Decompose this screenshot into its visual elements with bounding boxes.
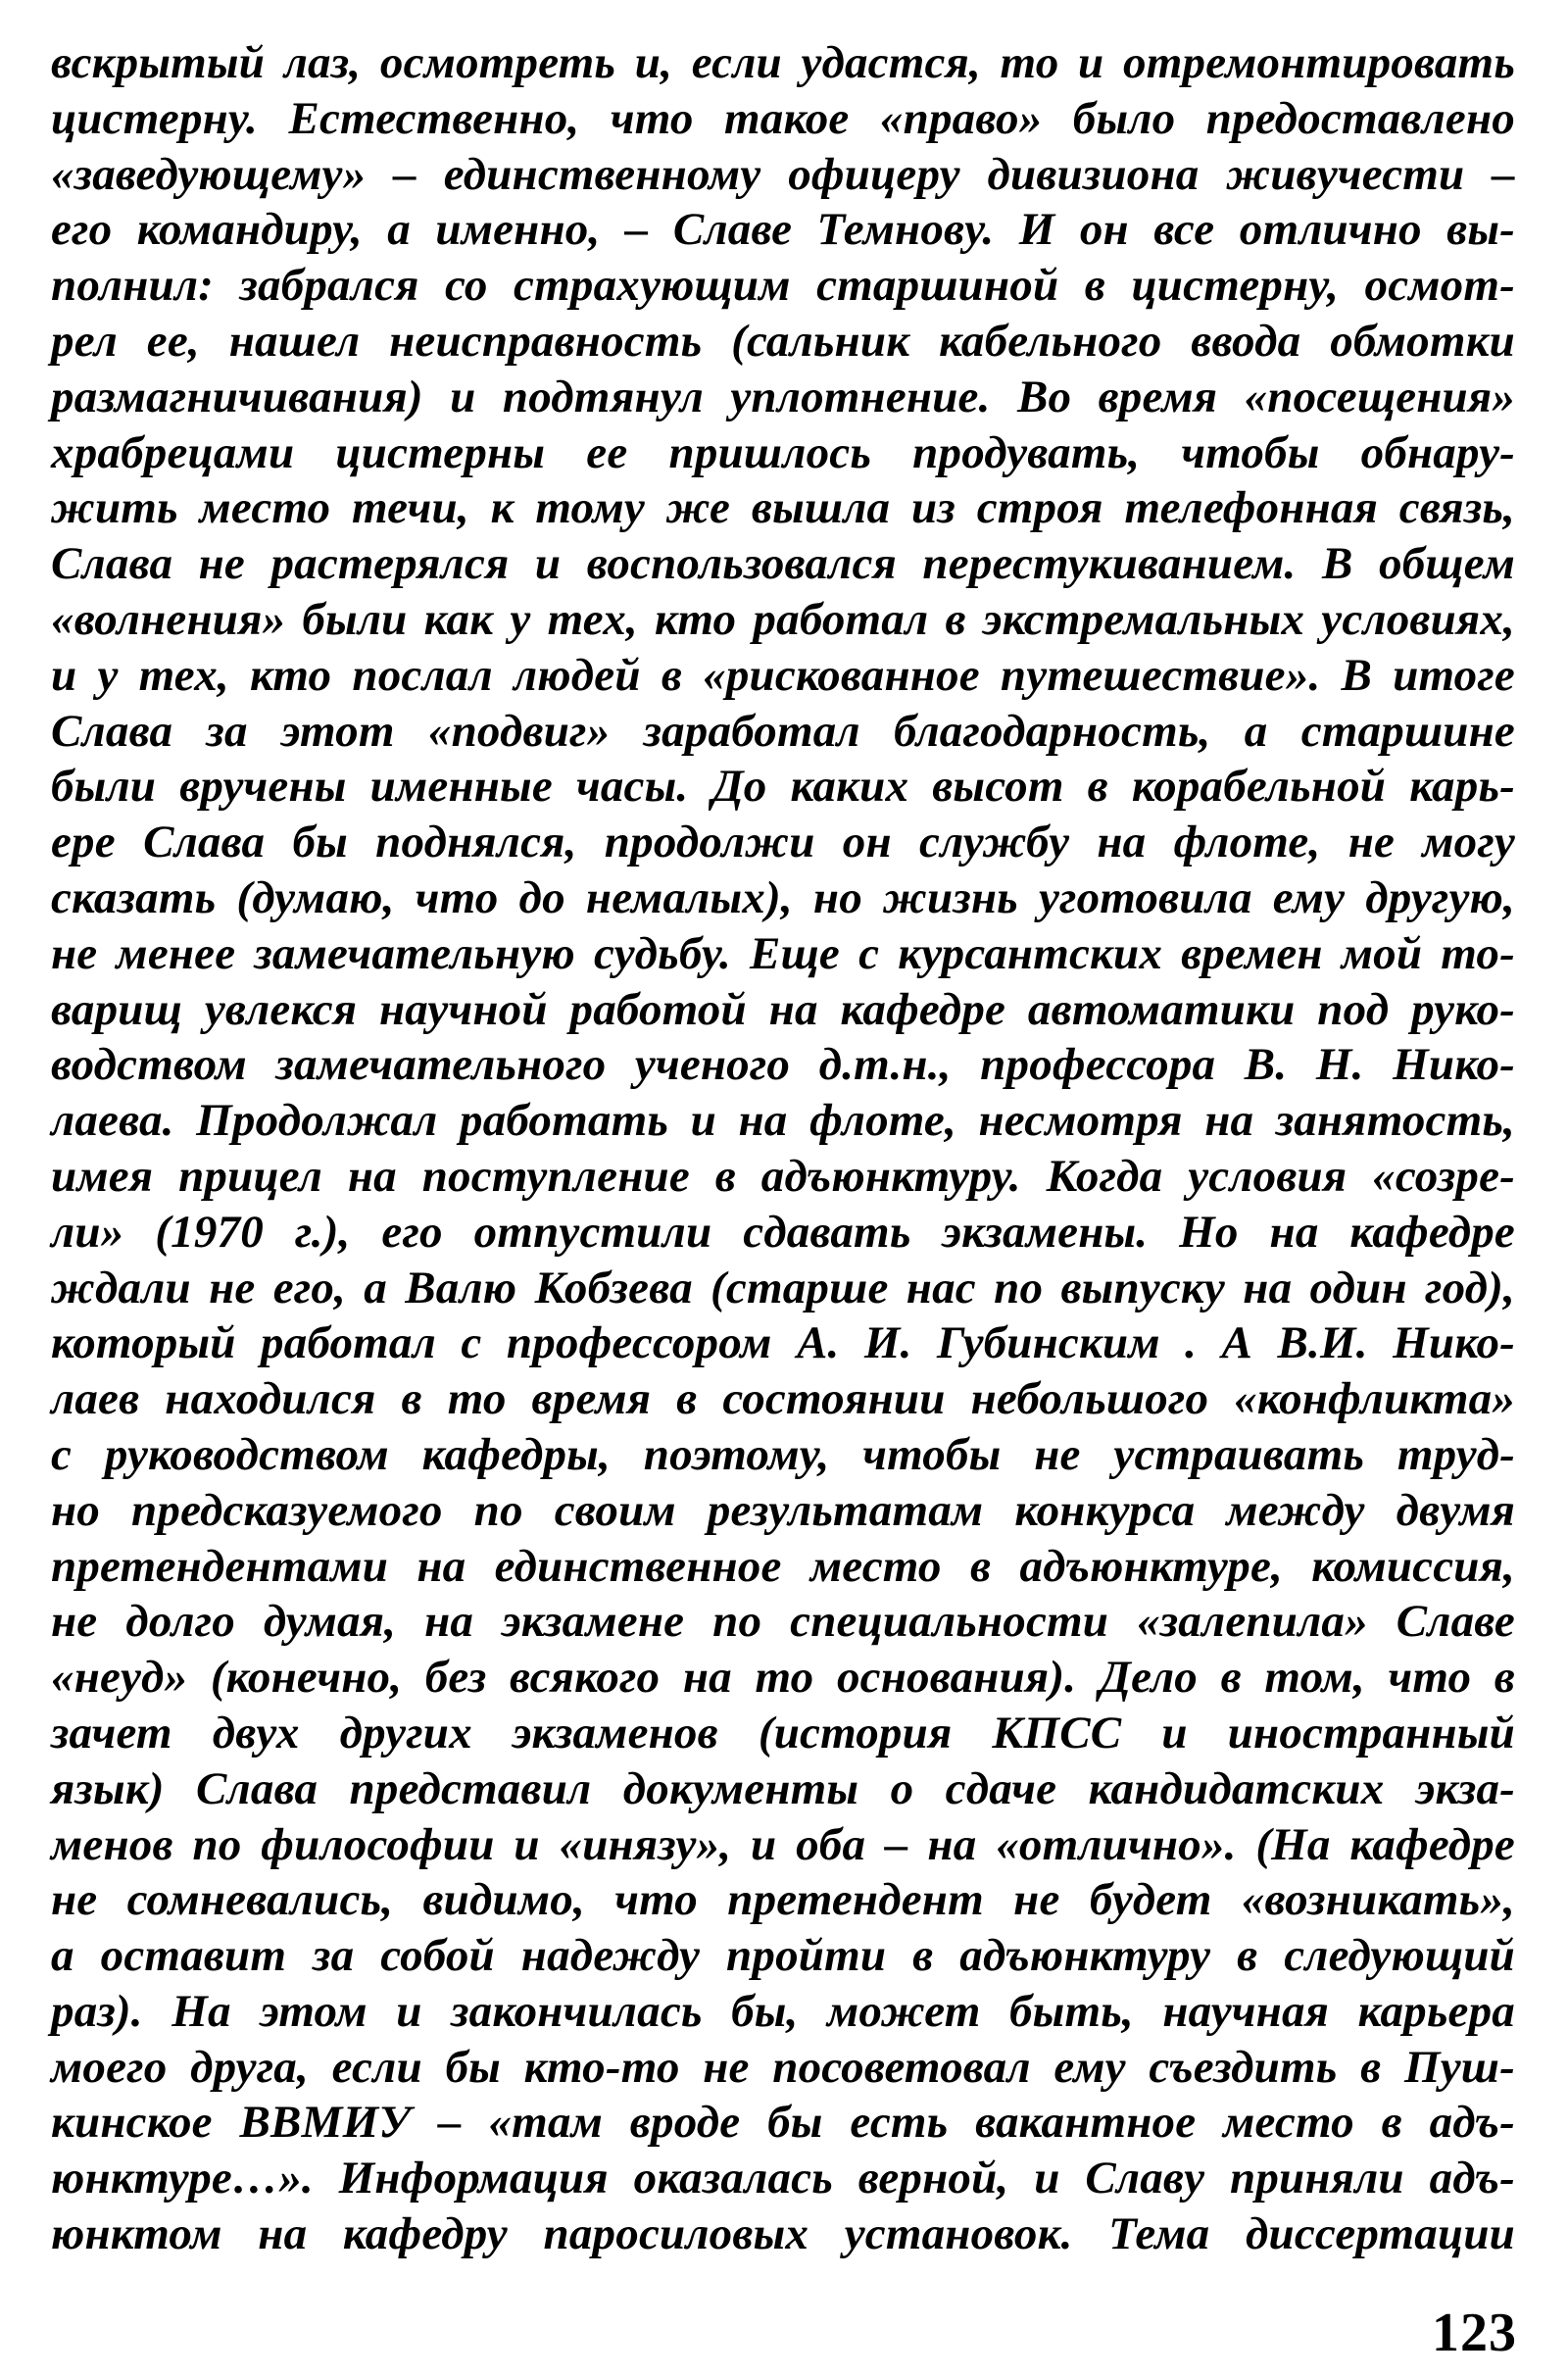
text-line: не менее замечательную судьбу. Еще с курсантских времен мой то- bbox=[51, 927, 1515, 979]
text-line: зачет двух других экзаменов (история КПСС и иностранный bbox=[51, 1707, 1515, 1758]
text-line: Слава за этот «подвиг» заработал благодарность, а старшине bbox=[51, 705, 1515, 757]
text-line: не долго думая, на экзамене по специальности «залепила» Славе bbox=[51, 1596, 1515, 1648]
text-line: не сомневались, видимо, что претендент не будет «возникать», bbox=[51, 1874, 1515, 1926]
text-line: его командиру, а именно, – Славе Темнову. И он все отлично вы- bbox=[51, 204, 1515, 256]
text-line: претендентами на единственное место в адъюнктуре, комиссия, bbox=[51, 1540, 1515, 1592]
text-line: лаева. Продолжал работать и на флоте, несмотря на занятость, bbox=[51, 1095, 1515, 1147]
text-line: полнил: забрался со страхующим старшиной в цистерну, осмот- bbox=[51, 260, 1515, 312]
text-line: сказать (думаю, что до немалых), но жизнь уготовила ему другую, bbox=[51, 871, 1515, 923]
text-line: храбрецами цистерны ее пришлось продувать, чтобы обнару- bbox=[51, 426, 1515, 478]
text-line: язык) Слава представил документы о сдаче кандидатских экза- bbox=[51, 1762, 1515, 1814]
body-text bbox=[51, 35, 1515, 2262]
page-number: 123 bbox=[1432, 2303, 1517, 2363]
text-line: ере Слава бы поднялся, продолжи он службу на флоте, не могу bbox=[51, 817, 1515, 868]
text-line: менов по философии и «инязу», и оба – на «отлично». (На кафедре bbox=[51, 1818, 1515, 1870]
text-line: «заведующему» – единственному офицеру дивизиона живучести – bbox=[51, 148, 1515, 200]
text-line: размагничивания) и подтянул уплотнение. Во время «посещения» bbox=[51, 371, 1515, 422]
text-line: моего друга, если бы кто-то не посоветовал ему съездить в Пуш- bbox=[51, 2041, 1515, 2093]
text-line: который работал с профессором А. И. Губинским . А В.И. Нико- bbox=[51, 1317, 1515, 1369]
text-line: кинское ВВМИУ – «там вроде бы есть вакантное место в адъ- bbox=[51, 2097, 1515, 2149]
text-line: вскрытый лаз, осмотреть и, если удастся, то и отремонтировать bbox=[51, 37, 1515, 88]
text-line: были вручены именные часы. До каких высот в корабельной карь- bbox=[51, 761, 1515, 813]
text-line: лаев находился в то время в состоянии небольшого «конфликта» bbox=[51, 1373, 1515, 1425]
text-line: водством замечательного ученого д.т.н., профессора В. Н. Нико- bbox=[51, 1039, 1515, 1091]
text-line: юнктуре…». Информация оказалась верной, и Славу приняли адъ- bbox=[51, 2153, 1515, 2204]
text-line: жить место течи, к тому же вышла из строя телефонная связь, bbox=[51, 482, 1515, 534]
text-line: а оставит за собой надежду пройти в адъюнктуру в следующий bbox=[51, 1930, 1515, 1982]
text-line: «волнения» были как у тех, кто работал в экстремальных условиях, bbox=[51, 593, 1515, 645]
text-line: варищ увлекся научной работой на кафедре автоматики под руко- bbox=[51, 983, 1515, 1035]
text-line: юнктом на кафедру паросиловых установок. Тема диссертации bbox=[51, 2208, 1515, 2260]
text-line: рел ее, нашел неисправность (сальник кабельного ввода обмотки bbox=[51, 315, 1515, 367]
text-line: с руководством кафедры, поэтому, чтобы не устраивать труд- bbox=[51, 1428, 1515, 1480]
text-line: раз). На этом и закончилась бы, может быть, научная карьера bbox=[51, 1985, 1515, 2037]
text-line: «неуд» (конечно, без всякого на то основания). Дело в том, что в bbox=[51, 1652, 1515, 1704]
text-line: ли» (1970 г.), его отпустили сдавать экзамены. Но на кафедре bbox=[51, 1206, 1515, 1258]
text-line: цистерну. Естественно, что такое «право» было предоставлено bbox=[51, 92, 1515, 144]
text-line: ждали не его, а Валю Кобзева (старше нас по выпуску на один год), bbox=[51, 1262, 1515, 1313]
text-line: имея прицел на поступление в адъюнктуру. Когда условия «созре- bbox=[51, 1150, 1515, 1202]
text-line: и у тех, кто послал людей в «рискованное путешествие». В итоге bbox=[51, 649, 1515, 701]
text-line: Слава не растерялся и воспользовался перестукиванием. В общем bbox=[51, 538, 1515, 590]
text-line: но предсказуемого по своим результатам конкурса между двумя bbox=[51, 1484, 1515, 1536]
